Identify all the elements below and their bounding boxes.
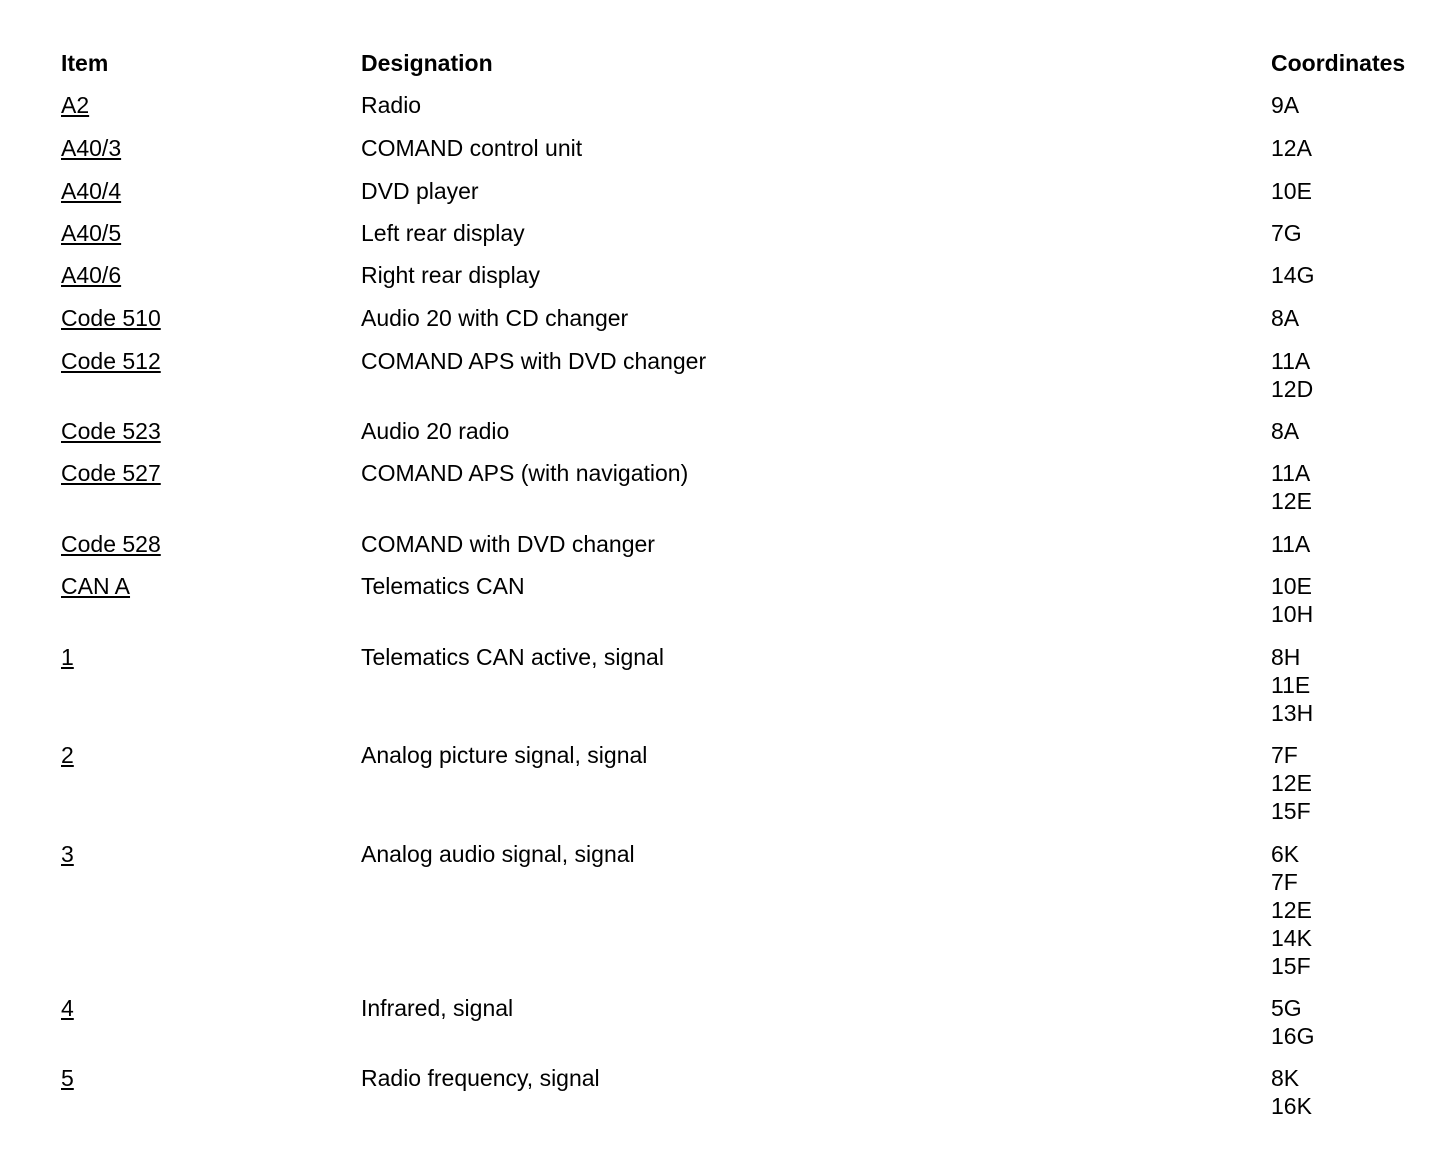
item-link[interactable]: Code 510 bbox=[61, 305, 161, 331]
designation-text: COMAND with DVD changer bbox=[361, 531, 655, 557]
coordinate-value: 12D bbox=[1271, 376, 1314, 402]
item-link[interactable]: Code 528 bbox=[61, 531, 161, 557]
item-link[interactable]: 3 bbox=[61, 841, 74, 867]
designation-text: Infrared, signal bbox=[361, 995, 514, 1021]
coordinate-value: 15F bbox=[1271, 953, 1311, 979]
coordinate-value: 5G bbox=[1271, 995, 1302, 1021]
coordinates-cell bbox=[1271, 304, 1299, 332]
coordinate-value: 16K bbox=[1271, 1093, 1312, 1119]
coordinate-value: 15F bbox=[1271, 798, 1311, 824]
coordinate-value: 7G bbox=[1271, 220, 1302, 246]
item-link[interactable]: A40/6 bbox=[61, 262, 122, 288]
coordinates-cell bbox=[1271, 91, 1299, 119]
coordinates-cell bbox=[1271, 994, 1314, 1050]
coordinates-cell bbox=[1271, 840, 1312, 980]
item-link[interactable]: Code 512 bbox=[61, 348, 161, 374]
coordinate-value: 12E bbox=[1271, 897, 1312, 923]
coordinates-cell bbox=[1271, 261, 1314, 289]
coordinate-value: 8K bbox=[1271, 1065, 1300, 1091]
coordinates-cell bbox=[1271, 1064, 1312, 1120]
coordinate-value: 11A bbox=[1271, 531, 1311, 557]
coordinate-value: 7F bbox=[1271, 742, 1298, 768]
header-item: Item bbox=[61, 50, 109, 76]
coordinate-value: 12E bbox=[1271, 770, 1312, 796]
coordinate-value: 12E bbox=[1271, 488, 1312, 514]
coordinate-value: 13H bbox=[1271, 700, 1314, 726]
coordinate-value: 9A bbox=[1271, 92, 1300, 118]
item-link[interactable]: A40/5 bbox=[61, 220, 122, 246]
item-link[interactable]: A40/3 bbox=[61, 135, 122, 161]
designation-text: Analog picture signal, signal bbox=[361, 742, 648, 768]
designation-text: Left rear display bbox=[361, 220, 525, 246]
coordinate-value: 7F bbox=[1271, 869, 1298, 895]
coordinate-value: 6K bbox=[1271, 841, 1300, 867]
item-link[interactable]: A40/4 bbox=[61, 178, 122, 204]
coordinates-cell bbox=[1271, 530, 1310, 558]
coordinate-value: 10H bbox=[1271, 601, 1314, 627]
designation-text: Telematics CAN active, signal bbox=[361, 644, 664, 670]
coordinate-value: 10E bbox=[1271, 573, 1312, 599]
item-link[interactable]: 5 bbox=[61, 1065, 74, 1091]
designation-text: COMAND APS (with navigation) bbox=[361, 460, 689, 486]
designation-text: Analog audio signal, signal bbox=[361, 841, 635, 867]
coordinate-value: 10E bbox=[1271, 178, 1312, 204]
coordinate-value: 8H bbox=[1271, 644, 1301, 670]
coordinates-cell bbox=[1271, 134, 1312, 162]
designation-text: Audio 20 radio bbox=[361, 418, 510, 444]
header-designation: Designation bbox=[361, 50, 493, 76]
coordinate-value: 11E bbox=[1271, 672, 1311, 698]
coordinates-cell bbox=[1271, 219, 1302, 247]
coordinate-value: 14G bbox=[1271, 262, 1315, 288]
designation-text: Right rear display bbox=[361, 262, 540, 288]
coordinates-cell bbox=[1271, 459, 1312, 515]
coordinate-value: 16G bbox=[1271, 1023, 1315, 1049]
coordinate-value: 11A bbox=[1271, 348, 1311, 374]
coordinate-value: 11A bbox=[1271, 460, 1311, 486]
item-link[interactable]: 4 bbox=[61, 995, 74, 1021]
designation-text: Audio 20 with CD changer bbox=[361, 305, 629, 331]
coordinates-cell bbox=[1271, 347, 1313, 403]
coordinates-cell bbox=[1271, 572, 1313, 628]
coordinates-cell bbox=[1271, 417, 1299, 445]
coordinate-value: 12A bbox=[1271, 135, 1312, 161]
coordinate-value: 8A bbox=[1271, 305, 1300, 331]
item-link[interactable]: A2 bbox=[61, 92, 90, 118]
item-link[interactable]: 2 bbox=[61, 742, 74, 768]
designation-text: DVD player bbox=[361, 178, 479, 204]
item-link[interactable]: Code 527 bbox=[61, 460, 161, 486]
designation-text: Radio frequency, signal bbox=[361, 1065, 600, 1091]
designation-text: Radio bbox=[361, 92, 422, 118]
item-link[interactable]: 1 bbox=[61, 644, 74, 670]
designation-text: Telematics CAN bbox=[361, 573, 525, 599]
coordinate-value: 8A bbox=[1271, 418, 1300, 444]
designation-text: COMAND APS with DVD changer bbox=[361, 348, 707, 374]
header-coordinates: Coordinates bbox=[1271, 50, 1406, 76]
coordinate-value: 14K bbox=[1271, 925, 1312, 951]
coordinates-cell bbox=[1271, 643, 1313, 727]
coordinates-cell bbox=[1271, 177, 1312, 205]
item-link[interactable]: CAN A bbox=[61, 573, 131, 599]
designation-text: COMAND control unit bbox=[361, 135, 583, 161]
item-link[interactable]: Code 523 bbox=[61, 418, 161, 444]
coordinates-cell bbox=[1271, 741, 1312, 825]
